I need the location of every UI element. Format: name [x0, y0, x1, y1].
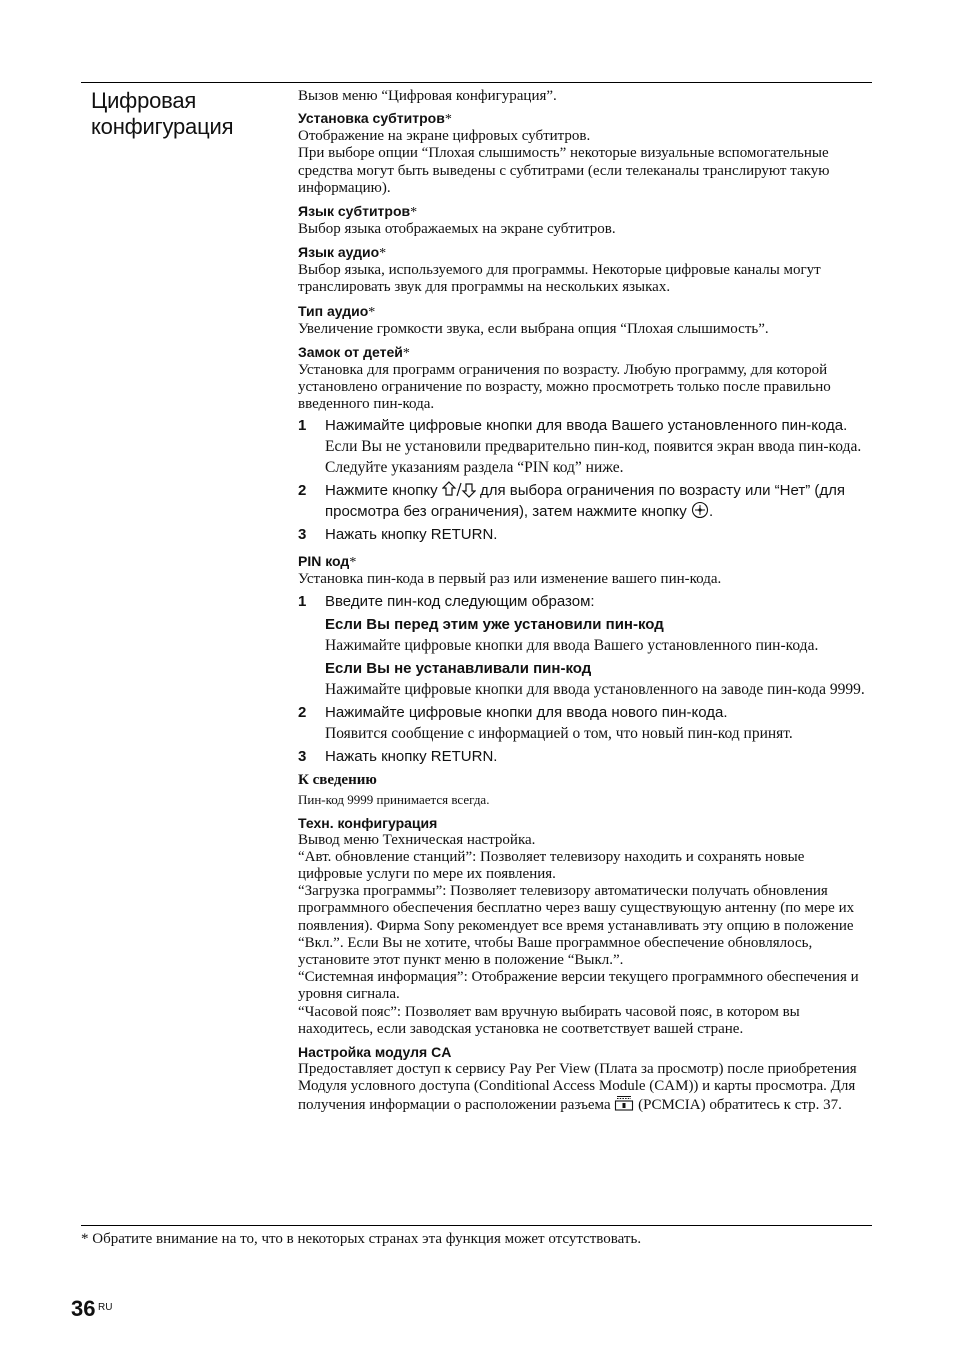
note-heading: К сведению: [298, 771, 377, 788]
parental-lock-step-1: [298, 416, 872, 478]
step-number: 2: [298, 482, 307, 500]
page-number: 36: [71, 1296, 96, 1321]
pin-code-step-1: [298, 592, 872, 612]
subtitle-setting-text: Отображение на экране цифровых субтитров.: [298, 128, 591, 145]
step-number: 1: [298, 592, 307, 610]
step-note: Появится сообщение с информацией о том, что новый пин-код принят.: [325, 724, 793, 742]
step-text: Нажать кнопку RETURN.: [325, 526, 498, 544]
pin-case-2-heading: Если Вы не устанавливали пин-код: [325, 659, 592, 677]
step-number: 2: [298, 703, 307, 721]
step-text: Введите пин-код следующим образом:: [325, 592, 595, 610]
step-number: 3: [298, 526, 307, 544]
enter-button-icon: [691, 501, 709, 519]
parental-lock-heading: Замок от детей*: [298, 343, 410, 361]
tech-config-line: Вывод меню Техническая настройка.: [298, 831, 536, 848]
step-text: Нажать кнопку RETURN.: [325, 747, 498, 765]
subtitle-setting-text2: При выборе опции “Плохая слышимость” некоторые визуальные вспомогательные средства могут быть выведены с субтитрами (если телеканалы транслируют такую информацию).: [298, 145, 830, 196]
subtitle-language-heading: Язык субтитров*: [298, 203, 418, 221]
audio-type-text: Увеличение громкости звука, если выбрана опция “Плохая слышимость”.: [298, 320, 769, 337]
pcmcia-slot-icon: [614, 1095, 634, 1112]
top-rule: [81, 82, 872, 83]
step-text: Нажимайте цифровые кнопки для ввода Вашего установленного пин-кода.: [325, 417, 848, 435]
audio-language-text: Выбор языка, используемого для программы. Некоторые цифровые каналы могут транслировать звук для программы на нескольких языках.: [298, 262, 821, 296]
audio-type-heading: Тип аудио*: [298, 302, 376, 320]
pin-case-1-heading: Если Вы перед этим уже установили пин-код: [325, 615, 664, 633]
parental-lock-text: Установка для программ ограничения по возрасту. Любую программу, для которой установлено ограничение по возрасту, можно просмотреть только после правильно введенного пин-кода.: [298, 361, 831, 413]
step-text: Нажимайте цифровые кнопки для ввода нового пин-кода.: [325, 703, 728, 721]
page-language-suffix: RU: [98, 1302, 113, 1313]
pin-case-2: [325, 659, 872, 700]
step-number: 1: [298, 417, 307, 435]
ca-module-heading: Настройка модуля CA: [298, 1044, 452, 1061]
ca-module-text: Предоставляет доступ к сервису Pay Per View (Плата за просмотр) после приобретения Модуля условного доступа (Conditional Access Module (CAM)) и карты просмотра. Для получения информации о расположении разъема (PCMCIA) обратитесь к стр. 37.: [298, 1061, 857, 1114]
footnote: * Обратите внимание на то, что в некоторых странах эта функция может отсутствовать.: [81, 1231, 642, 1247]
pin-case-2-text: Нажимайте цифровые кнопки для ввода установленного на заводе пин-кода 9999.: [325, 680, 865, 698]
pin-case-1: [325, 615, 872, 656]
section-content: [298, 88, 872, 1115]
bottom-rule: [81, 1225, 872, 1226]
subtitle-setting-heading: Установка субтитров*: [298, 110, 452, 128]
pin-code-heading: PIN код*: [298, 553, 357, 571]
parental-lock-step-3: [298, 525, 872, 545]
tech-config-line: “Системная информация”: Отображение версии текущего программного обеспечения и уровня сигнала.: [298, 969, 859, 1003]
step-note: Если Вы не установили предварительно пин-код, появится экран ввода пин-кода. Следуйте указаниям раздела “PIN код” ниже.: [325, 438, 862, 477]
section-title: Цифровая конфигурация: [91, 88, 234, 139]
pin-code-text: Установка пин-кода в первый раз или изменение вашего пин-кода.: [298, 571, 722, 588]
tech-config-line: “Часовой пояс”: Позволяет вам вручную выбирать часовой пояс, в котором вы находитесь, если заводская установка не соответствует вашей стране.: [298, 1003, 800, 1037]
tech-config-line: “Авт. обновление станций”: Позволяет телевизору находить и сохранять новые цифровые услуги по мере их появления.: [298, 848, 805, 883]
audio-language-heading: Язык аудио*: [298, 244, 387, 262]
subtitle-language-text: Выбор языка отображаемых на экране субтитров.: [298, 221, 616, 238]
intro-text: Вызов меню “Цифровая конфигурация”.: [298, 88, 557, 104]
parental-lock-step-2: [298, 481, 872, 522]
tech-config-line: “Загрузка программы”: Позволяет телевизору автоматически получать обновления программного обеспечения бесплатно через вашу существующую антенну (по мере их появления). Фирма Sony рекомендует все время устанавливать эту опцию в положение “Вкл.”. Если Вы не хотите, чтобы Ваше программное обеспечение обновлялось, установите этот пункт меню в положение “Выкл.”.: [298, 883, 855, 969]
up-down-arrow-icon: [442, 481, 476, 498]
tech-config-heading: Техн. конфигурация: [298, 814, 438, 831]
step-number: 3: [298, 747, 307, 765]
step-text: Нажмите кнопку для выбора ограничения по возрасту или “Нет” (для просмотра без ограничения), затем нажмите кнопку .: [325, 482, 845, 521]
pin-case-1-text: Нажимайте цифровые кнопки для ввода Вашего установленного пин-кода.: [325, 636, 819, 654]
pin-code-step-3: [298, 747, 872, 767]
pin-code-step-2: [298, 703, 872, 744]
note-text: Пин-код 9999 принимается всегда.: [298, 791, 490, 807]
